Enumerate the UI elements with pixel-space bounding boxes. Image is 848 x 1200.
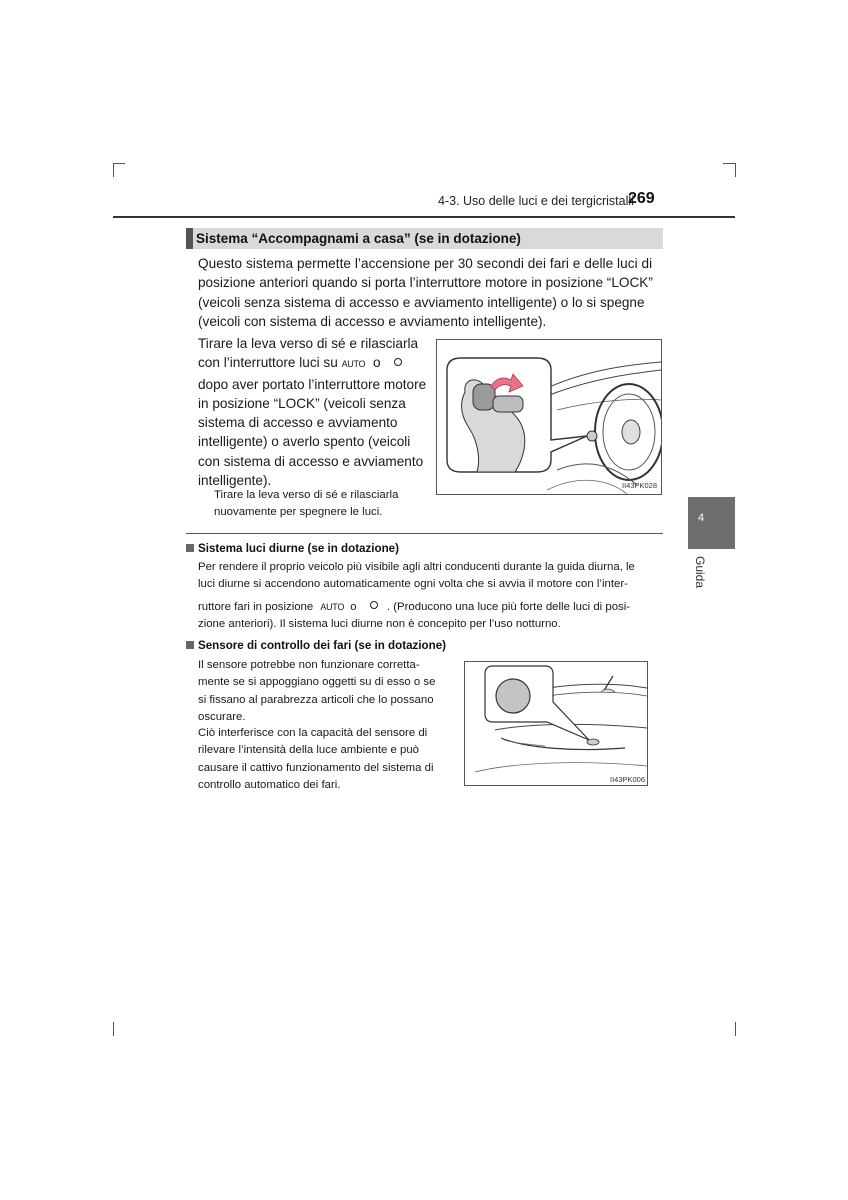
section-title: Sistema “Accompagnami a casa” (se in dotazione) (196, 231, 521, 246)
sensor-paragraph-2 (198, 725, 434, 794)
text-line: oscurare. (198, 710, 246, 723)
sensor-title (186, 639, 446, 652)
text-line: intelligente) o averlo spento (veicoli (198, 434, 411, 450)
sensor-paragraph-1 (198, 657, 435, 726)
text-line: sistema di accesso e avviamento (198, 415, 398, 431)
section-divider (186, 533, 663, 534)
header-rule (113, 216, 735, 218)
text-line: controllo automatico dei fari. (198, 778, 341, 791)
text-line: si fissano al parabrezza articoli che lo possano (198, 693, 434, 706)
auto-symbol: AUTO (341, 359, 366, 370)
instruction-paragraph (198, 334, 427, 490)
running-header: 4-3. Uso delle luci e dei tergicristalli (438, 194, 634, 208)
chapter-label: Guida (693, 556, 707, 589)
text-line: Tirare la leva verso di sé e rilasciarla (198, 336, 419, 351)
text-line: Per rendere il proprio veicolo più visibile agli altri conducenti durante la guida diurna, le (198, 561, 635, 573)
text-line: (veicoli senza sistema di accesso e avviamento intelligente) o lo si spegne (198, 294, 645, 310)
text-line: posizione anteriori quando si porta l’interruttore motore in posizione “LOCK” (198, 275, 653, 291)
text-fragment: con l’interruttore luci su (198, 355, 338, 371)
text-fragment: . (Producono una luce più forte delle luci di posi- (386, 600, 631, 613)
text-fragment: ruttore fari in posizione (198, 600, 314, 613)
text-line: rilevare l’intensità della luce ambiente e può (198, 744, 419, 757)
crop-mark (113, 1022, 114, 1036)
figure-code: II43PK028 (622, 481, 658, 490)
text-line (198, 599, 635, 616)
crop-mark (113, 163, 114, 177)
crop-mark (735, 163, 736, 177)
text-line: (veicoli con sistema di accesso e avviamento intelligente). (198, 313, 547, 329)
text-line: Il sensore potrebbe non funzionare corretta- (198, 659, 420, 671)
chapter-number: 4 (698, 512, 705, 524)
text-line (198, 353, 424, 374)
text-line: dopo aver portato l’interruttore motore (198, 376, 427, 392)
text-line: Questo sistema permette l’accensione per 30 secondi dei fari e delle luci di (198, 256, 653, 271)
small-light-symbol-icon (370, 601, 378, 609)
text-line: zione anteriori). Il sistema luci diurne non è concepito per l’uso notturno. (198, 617, 561, 630)
square-bullet-icon (186, 544, 194, 552)
text-line: intelligente). (198, 473, 272, 489)
auto-symbol: AUTO (320, 601, 345, 612)
sensor-title-text: Sensore di controllo dei fari (se in dotazione) (198, 639, 447, 652)
text-line: mente se si appoggiano oggetti su di esso o se (198, 676, 436, 689)
square-bullet-icon (186, 641, 194, 649)
text-line: nuovamente per spegnere le luci. (214, 506, 383, 519)
small-light-symbol-icon (394, 358, 402, 366)
figure-code: II43PK006 (610, 775, 646, 784)
text-line: luci diurne si accendono automaticamente ogni volta che si avvia il motore con l’inter- (198, 578, 628, 591)
lever-illustration (436, 339, 662, 495)
page-number: 269 (628, 190, 655, 207)
text-fragment: o (350, 600, 357, 613)
text-line: Ciò interferisce con la capacità del sensore di (198, 727, 428, 739)
text-line: Tirare la leva verso di sé e rilasciarla (214, 489, 399, 501)
crop-mark (723, 163, 735, 164)
intro-paragraph (198, 254, 660, 331)
dashboard-lever-drawing (437, 340, 661, 494)
crop-mark (113, 163, 125, 164)
daytime-title (186, 542, 399, 555)
text-line: causare il cattivo funzionamento del sistema di (198, 761, 434, 774)
text-line: in posizione “LOCK” (veicoli senza (198, 395, 406, 411)
note-paragraph (214, 487, 398, 522)
text-fragment: o (372, 355, 381, 371)
daytime-title-text: Sistema luci diurne (se in dotazione) (198, 542, 399, 555)
chapter-tab (688, 497, 735, 549)
daytime-paragraph (198, 559, 635, 633)
text-line: con sistema di accesso e avviamento (198, 453, 424, 469)
sensor-illustration (464, 661, 648, 786)
crop-mark (735, 1022, 736, 1036)
dashboard-sensor-drawing (465, 662, 647, 785)
